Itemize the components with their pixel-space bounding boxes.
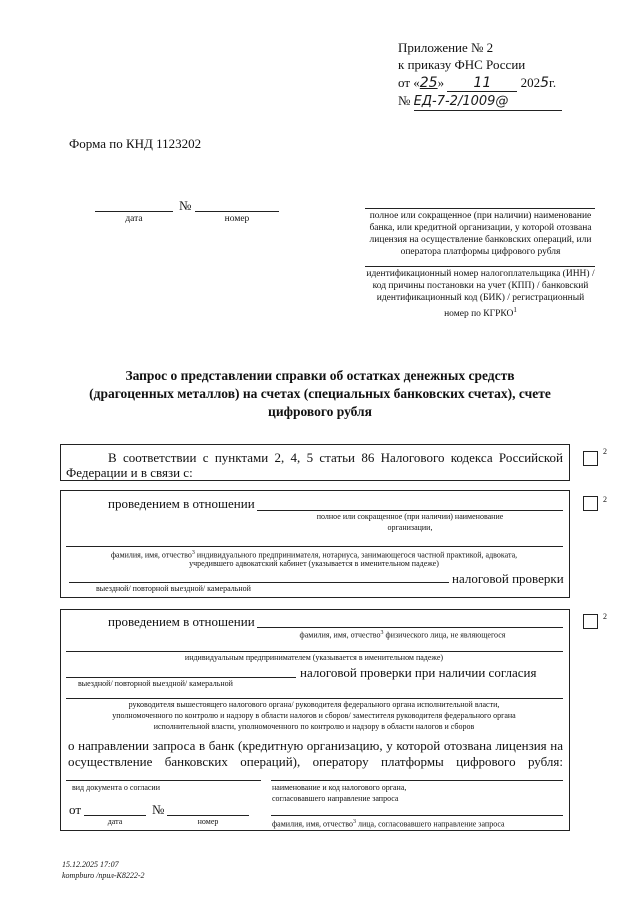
section3-person-line2 xyxy=(66,651,563,652)
section2-check-text: налоговой проверки xyxy=(452,571,564,586)
section3-head-caption2: уполномоченного по контролю и надзору в области налогов и сборов/ заместителя руководителя федерального органа xyxy=(112,711,516,720)
section3-date-line xyxy=(84,815,146,816)
title-line-1: Запрос о представлении справки об остатках денежных средств xyxy=(125,368,515,383)
section2-check-line xyxy=(69,582,449,583)
appendix-number-row xyxy=(398,93,598,111)
section3-lead: проведением в отношении xyxy=(108,614,255,629)
section3-person-caption1-b: физического лица, не являющегося xyxy=(383,630,506,640)
section2-org-line xyxy=(257,510,563,511)
section3-head-caption1: руководителя вышестоящего налогового органа/ руководителя федерального органа исполнительной власти, xyxy=(128,700,500,709)
appendix-date xyxy=(398,75,598,93)
section2-org-caption2: организации, xyxy=(387,523,433,532)
header-date-label: дата xyxy=(125,214,143,224)
section2-person-line xyxy=(66,546,563,547)
section3-send-line2: осуществление банковских операций), оператору платформы цифрового рубля: xyxy=(68,754,563,769)
section2-person-caption1-b: индивидуального предпринимателя, нотариуса, занимающегося частной практикой, адвоката, xyxy=(194,550,518,560)
footer-path: kompburo /прил-К8222-2 xyxy=(62,871,145,880)
inn-sup: 1 xyxy=(513,306,517,314)
appendix-num-prefix: № xyxy=(398,93,411,108)
appendix-month: 11 xyxy=(447,75,517,92)
appendix-from-prefix: от « xyxy=(398,75,420,90)
section3-fio-line xyxy=(271,815,563,816)
appendix-year-suffix: г. xyxy=(549,75,557,90)
inn-caption xyxy=(364,268,597,320)
form-code: Форма по КНД 1123202 xyxy=(69,136,202,151)
section3-tax-caption1: наименование и код налогового органа, xyxy=(272,783,407,792)
header-date-line xyxy=(95,211,173,212)
bank-line xyxy=(365,208,595,209)
inn-line xyxy=(365,266,595,267)
section3-num-sign: № xyxy=(152,802,165,817)
inn-caption-text: идентификационный номер налогоплательщика (ИНН) / код причины постановки на учет (КПП) / банковский идентификационный код (БИК) / регистрационный номер по КГРКО xyxy=(366,269,595,320)
section3-person-caption2: индивидуальным предпринимателем (указывается в именительном падеже) xyxy=(184,653,444,662)
footer-timestamp: 15.12.2025 17:07 xyxy=(62,860,119,869)
section2-person-caption2: учредившего адвокатский кабинет (указывается в именительном падеже) xyxy=(189,559,439,568)
section3-number-line xyxy=(167,815,249,816)
section3-head-caption3: исполнительной власти, уполномоченного по контролю и надзору в области налогов и сборов xyxy=(153,722,475,731)
section3-check-line xyxy=(66,677,296,678)
section1-line1: В соответствии с пунктами 2, 4, 5 статьи 86 Налогового кодекса Российской xyxy=(108,450,563,465)
section3-number-label: номер xyxy=(197,817,219,826)
appendix-from-mid: » xyxy=(437,75,445,90)
section3-fio-caption xyxy=(272,817,505,830)
section3-sup: 2 xyxy=(603,612,607,621)
section3-person-caption1-a: фамилия, имя, отчество xyxy=(299,630,381,640)
appendix-year-prefix: 202 xyxy=(520,75,541,90)
section3-head-line xyxy=(66,698,563,699)
appendix-order: к приказу ФНС России xyxy=(398,57,526,72)
section2-lead: проведением в отношении xyxy=(108,496,255,511)
section2-org-caption1: полное или сокращенное (при наличии) наименование xyxy=(316,512,504,521)
section3-checkbox[interactable] xyxy=(583,614,598,629)
section1-checkbox[interactable] xyxy=(583,451,598,466)
section3-fio-sup: 3 xyxy=(353,819,356,825)
appendix-day: 25 xyxy=(419,75,438,91)
section2-person-caption1-a: фамилия, имя, отчество xyxy=(110,550,192,560)
title-line-2: (драгоценных металлов) на счетах (специальных банковских счетах), счете xyxy=(89,386,551,401)
header-number-line xyxy=(195,211,279,212)
header-number-label: номер xyxy=(224,214,250,224)
section3-date-label: дата xyxy=(107,817,123,826)
title-line-3: цифрового рубля xyxy=(268,404,372,419)
appendix-title: Приложение № 2 xyxy=(398,40,494,55)
section3-tax-caption2: согласовавшего направление запроса xyxy=(272,794,399,803)
section2-person-sup: 3 xyxy=(191,550,195,556)
section3-from-label: от xyxy=(69,802,82,817)
section2-check-caption: выездной/ повторной выездной/ камеральной xyxy=(96,584,251,593)
section3-check-caption: выездной/ повторной выездной/ камеральной xyxy=(78,679,233,688)
section3-fio-caption-b: лица, согласовавшего направление запроса xyxy=(356,819,505,829)
appendix-number: ЕД-7-2/1009@ xyxy=(414,94,562,111)
section3-person-sup: 3 xyxy=(380,630,384,636)
section3-tax-line xyxy=(271,780,563,781)
section2-checkbox[interactable] xyxy=(583,496,598,511)
bank-caption: полное или сокращенное (при наличии) наименование банка, или кредитной организации, у которой отозвана лицензия на осуществление банковских операций, или оператора платформы цифрового рубля xyxy=(369,211,592,257)
section3-doc-caption: вид документа о согласии xyxy=(72,783,160,792)
section1-line2: Федерации и в связи с: xyxy=(66,465,193,480)
section3-doc-line xyxy=(66,780,261,781)
document-title xyxy=(60,367,580,421)
section3-send-line1: о направлении запроса в банк (кредитную организацию, у которой отозвана лицензия на xyxy=(68,738,563,753)
section3-person-caption1 xyxy=(240,628,565,641)
section3-check-text: налоговой проверки при наличии согласия xyxy=(300,665,537,680)
section2-sup: 2 xyxy=(603,495,607,504)
header-num-sign: № xyxy=(179,198,192,213)
section1-sup: 2 xyxy=(603,447,607,456)
section3-fio-caption-a: фамилия, имя, отчество xyxy=(272,819,353,829)
appendix-year-hw: 5 xyxy=(540,75,550,91)
